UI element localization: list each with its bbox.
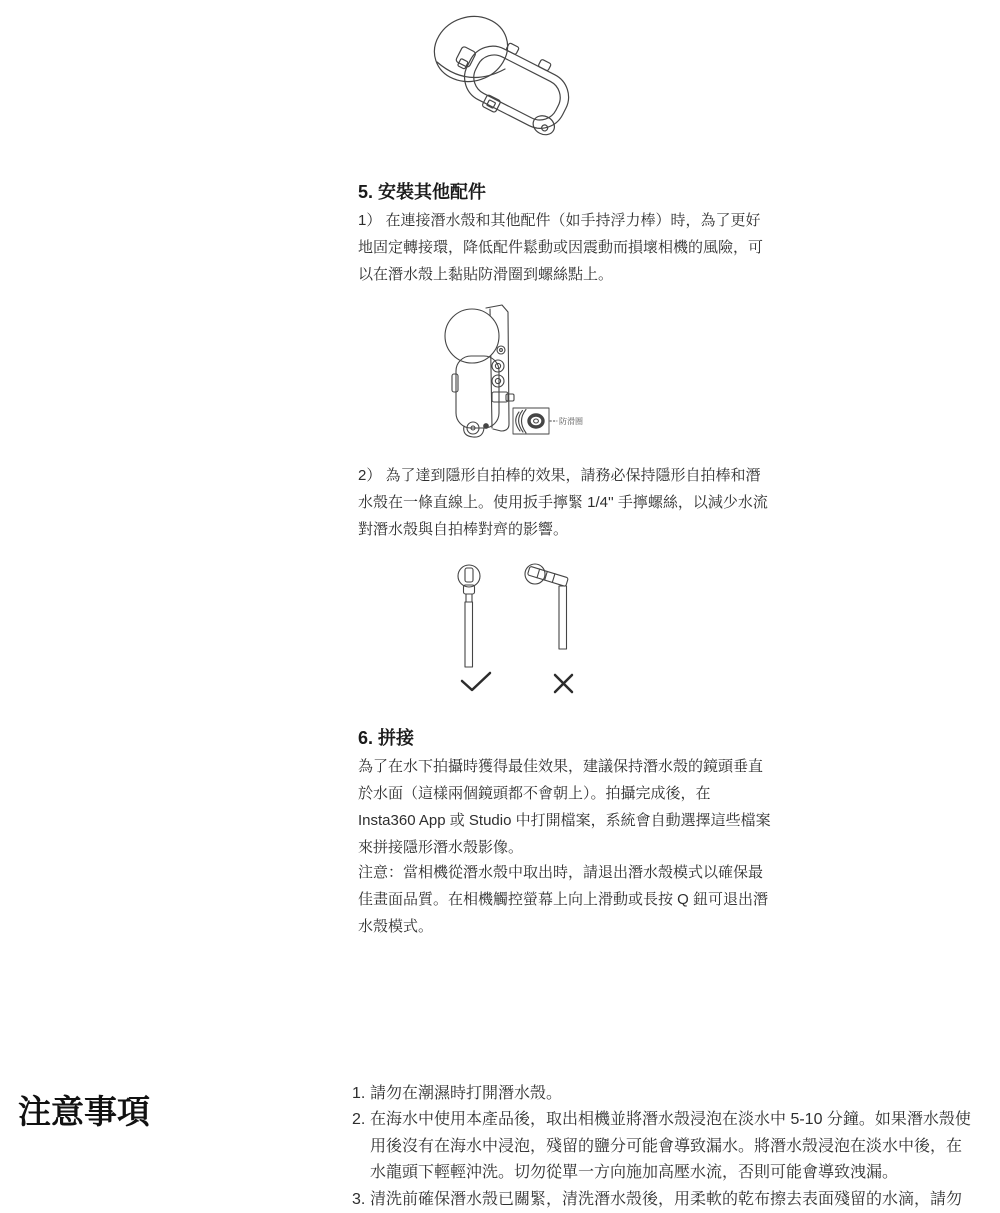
list-item-number: 2. — [352, 1111, 366, 1129]
stitching-paragraph: 為了在水下拍攝時獲得最佳效果，建議保持潛水殼的鏡頭垂直於水面（這樣兩個鏡頭都不會朝上）。拍攝完成後，在 Insta360 App 或 Studio 中打開檔案，系統會自動選擇這些檔案來拼接隱形潛水殼影像。 — [358, 758, 771, 856]
anti-slip-ring-figure — [440, 300, 590, 442]
stitching-note-paragraph: 注意：當相機從潛水殼中取出時，請退出潛水殼模式以確保最佳畫面品質。在相機觸控螢幕上向上滑動或長按 Q 鈕可退出潛水殼模式。 — [358, 864, 769, 935]
section-stitching-heading: 6. 拼接 — [358, 728, 415, 748]
precautions-heading: 注意事項 — [18, 1093, 150, 1130]
selfie-stick-alignment-drawing — [438, 556, 588, 698]
cross-icon — [555, 675, 572, 692]
precautions-list — [352, 1081, 974, 1213]
dive-case-3d-figure — [430, 12, 580, 144]
anti-slip-ring-label: 防滑圈 — [559, 417, 583, 426]
selfie-stick-alignment-figure — [438, 556, 588, 698]
accessories-step1-paragraph: 1） 在連接潛水殼和其他配件（如手持浮力棒）時，為了更好地固定轉接環，降低配件鬆動或因震動而損壞相機的風險，可以在潛水殼上黏貼防滑圈到螺絲點上。 — [358, 212, 764, 283]
list-item — [352, 1081, 974, 1107]
accessories-step2-paragraph: 2） 為了達到隱形自拍棒的效果，請務必保持隱形自拍棒和潛水殼在一條直線上。使用扳手擰緊 1/4'' 手擰螺絲，以減少水流對潛水殼與自拍棒對齊的影響。 — [358, 467, 768, 538]
list-item — [352, 1107, 974, 1186]
check-icon — [462, 673, 490, 690]
list-item-text: 在海水中使用本產品後，取出相機並將潛水殼浸泡在淡水中 5-10 分鐘。如果潛水殼使用後沒有在海水中浸泡，殘留的鹽分可能會導致漏水。將潛水殼浸泡在淡水中後，在水龍頭下輕輕沖洗。切勿從單一方向施加高壓水流，否則可能會導致洩漏。 — [370, 1111, 971, 1182]
dive-case-3d-drawing — [430, 12, 580, 144]
section-accessories-heading: 5. 安裝其他配件 — [358, 182, 487, 202]
list-item-text: 清洗前確保潛水殼已關緊，清洗潛水殼後，用柔軟的乾布擦去表面殘留的水滴，請勿 — [370, 1190, 963, 1208]
list-item-number: 3. — [352, 1190, 366, 1208]
list-item-text: 請勿在潮濕時打開潛水殼。 — [370, 1085, 563, 1102]
list-item-number: 1. — [352, 1085, 366, 1102]
